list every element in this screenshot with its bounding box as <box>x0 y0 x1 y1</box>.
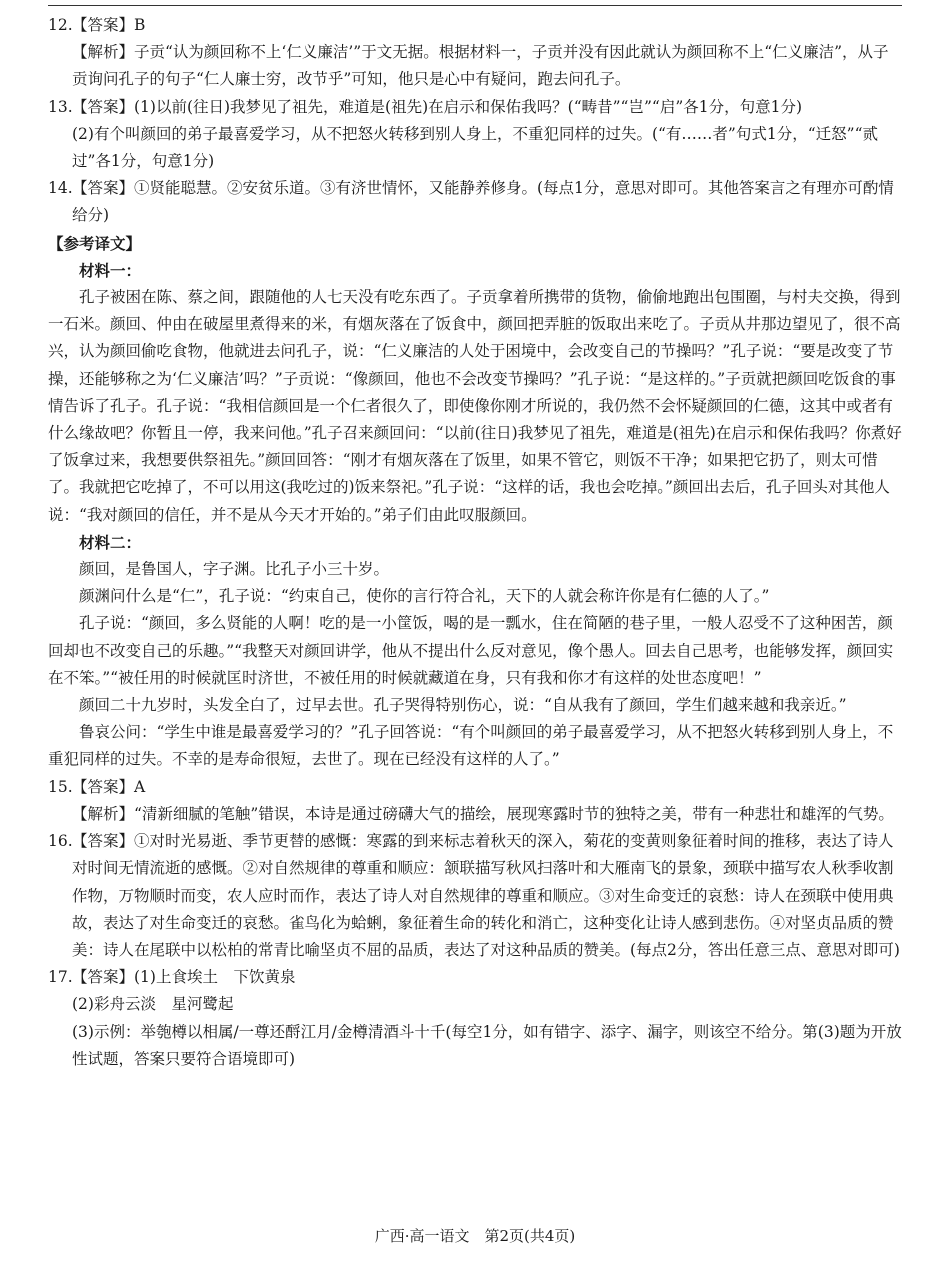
question-number: 17. <box>48 968 73 987</box>
question-number: 13. <box>48 97 73 116</box>
answer-line: 【答案】B <box>72 16 146 34</box>
question-15 <box>48 774 904 828</box>
answer-line: 【答案】A <box>72 777 146 796</box>
page-footer: 广西·高一语文 第2页(共4页) <box>374 1227 576 1245</box>
material-2-paragraph: 颜回二十九岁时，头发全白了，过早去世。孔子哭得特别伤心，说：“自从我有了颜回，学生们越来越和我亲近。” <box>79 696 847 715</box>
answer-line: (3)示例：举匏樽以相属/一尊还酹江月/金樽清酒斗十千(每空1分，如有错字、添字、漏字，则该空不给分。第(3)题为开放性试题，答案只要符合语境即可) <box>72 1022 902 1068</box>
material-2-paragraph: 孔子说：“颜回，多么贤能的人啊！吃的是一小筐饭，喝的是一瓢水，住在简陋的巷子里，一般人忍受不了这种困苦，颜回却也不改变自己的乐趣。”“我整天对颜回讲学，他从不提出什么反对意见，像个愚人。回去自己思考，也能够发挥，颜回实在不笨。”“被任用的时候就匡时济世，不被任用的时候就藏道在身，只有我和你才有这样的处世态度吧！” <box>48 614 894 687</box>
material-1-title: 材料一： <box>79 260 142 280</box>
question-number: 15. <box>48 777 73 796</box>
question-13 <box>48 94 904 176</box>
answer-line: 【答案】①贤能聪慧。②安贫乐道。③有济世情怀，又能静养修身。(每点1分，意思对即可。其他答案言之有理亦可酌情给分) <box>72 179 894 225</box>
analysis-text: 【解析】子贡“认为颜回称不上‘仁义廉洁’”于文无据。根据材料一，子贡并没有因此就认为颜回称不上“仁义廉洁”，从子贡询问孔子的句子“仁人廉士穷，改节乎”可知，他只是心中有疑问，跑去问孔子。 <box>72 43 889 89</box>
section-heading: 【参考译文】 <box>48 233 142 253</box>
material-2-paragraph: 颜渊问什么是“仁”，孔子说：“约束自己，使你的言行符合礼，天下的人就会称许你是有仁德的人了。” <box>79 587 770 606</box>
material-1-paragraph: 孔子被困在陈、蔡之间，跟随他的人七天没有吃东西了。子贡拿着所携带的货物，偷偷地跑出包围圈，与村夫交换，得到一石米。颜回、仲由在破屋里煮得来的米，有烟灰落在了饭食中，颜回把弄脏的饭取出来吃了。子贡从井那边望见了，很不高兴，认为颜回偷吃食物，他就进去问孔子，说：“仁义廉洁的人处于困境中，会改变自己的节操吗？”孔子说：“要是改变了节操，还能够称之为‘仁义廉洁’吗？”子贡说：“像颜回，他也不会改变节操吗？”孔子说：“是这样的。”子贡就把颜回吃饭食的事情告诉了孔子。孔子说：“我相信颜回是一个仁者很久了，即使像你刚才所说的，我仍然不会怀疑颜回的仁德，这其中或者有什么缘故吧？你暂且一停，我来问他。”孔子召来颜回问：“以前(往日)我梦见了祖先，难道是(祖先)在启示和保佑我吗？你煮好了饭拿过来，我想要供祭祖先。”颜回回答：“刚才有烟灰落在了饭里，如果不管它，则饭不干净；如果把它扔了，则太可惜了。我就把它吃掉了，不可以用这(我吃过的)饭来祭祀。”孔子说：“这样的话，我也会吃掉。”颜回出去后，孔子回头对其他人说：“我对颜回的信任，并不是从今天才开始的。”弟子们由此叹服颜回。 <box>48 288 902 524</box>
answer-line: 【答案】(1)上食埃土 下饮黄泉 <box>72 968 296 987</box>
question-number: 14. <box>48 179 73 198</box>
answer-page <box>48 12 904 1073</box>
answer-line: (2)有个叫颜回的弟子最喜爱学习，从不把怒火转移到别人身上，不重犯同样的过失。(“有……者”句式1分，“迁怒”“贰过”各1分，句意1分) <box>72 124 878 171</box>
question-number: 12. <box>48 16 73 34</box>
question-12 <box>48 12 904 94</box>
material-2-title: 材料二： <box>79 532 142 552</box>
material-2-paragraph: 颜回，是鲁国人，字子渊。比孔子小三十岁。 <box>79 560 390 579</box>
analysis-text: 【解析】“清新细腻的笔触”错误，本诗是通过磅礴大气的描绘，展现寒露时节的独特之美，带有一种悲壮和雄浑的气势。 <box>72 804 894 823</box>
answer-line: 【答案】①对时光易逝、季节更替的感慨：寒露的到来标志着秋天的深入，菊花的变黄则象征着时间的推移，表达了诗人对时间无情流逝的感慨。②对自然规律的尊重和顺应：颔联描写秋风扫落叶和大雁南飞的景象，颈联中描写农人秋季收割作物，万物顺时而变，农人应时而作，表达了诗人对自然规律的尊重和顺应。③对生命变迁的哀愁：诗人在颈联中使用典故，表达了对生命变迁的哀愁。雀鸟化为蛤蜊，象征着生命的转化和消亡，这种变化让诗人感到悲伤。④对坚贞品质的赞美：诗人在尾联中以松柏的常青比喻坚贞不屈的品质，表达了对这种品质的赞美。(每点2分，答出任意三点、意思对即可) <box>72 832 900 959</box>
question-16 <box>48 828 904 964</box>
reference-translation <box>48 230 904 774</box>
material-2-paragraph: 鲁哀公问：“学生中谁是最喜爱学习的？”孔子回答说：“有个叫颜回的弟子最喜爱学习，从不把怒火转移到别人身上，不重犯同样的过失。不幸的是寿命很短，去世了。现在已经没有这样的人了。” <box>48 723 894 769</box>
question-14 <box>48 175 904 229</box>
question-number: 16. <box>48 832 73 851</box>
question-17 <box>48 964 904 1073</box>
answer-line: 【答案】(1)以前(往日)我梦见了祖先，难道是(祖先)在启示和保佑我吗？(“畴昔”“岂”“启”各1分，句意1分) <box>72 97 803 116</box>
answer-line: (2)彩舟云淡 星河鹭起 <box>72 995 234 1014</box>
top-rule <box>48 5 902 6</box>
